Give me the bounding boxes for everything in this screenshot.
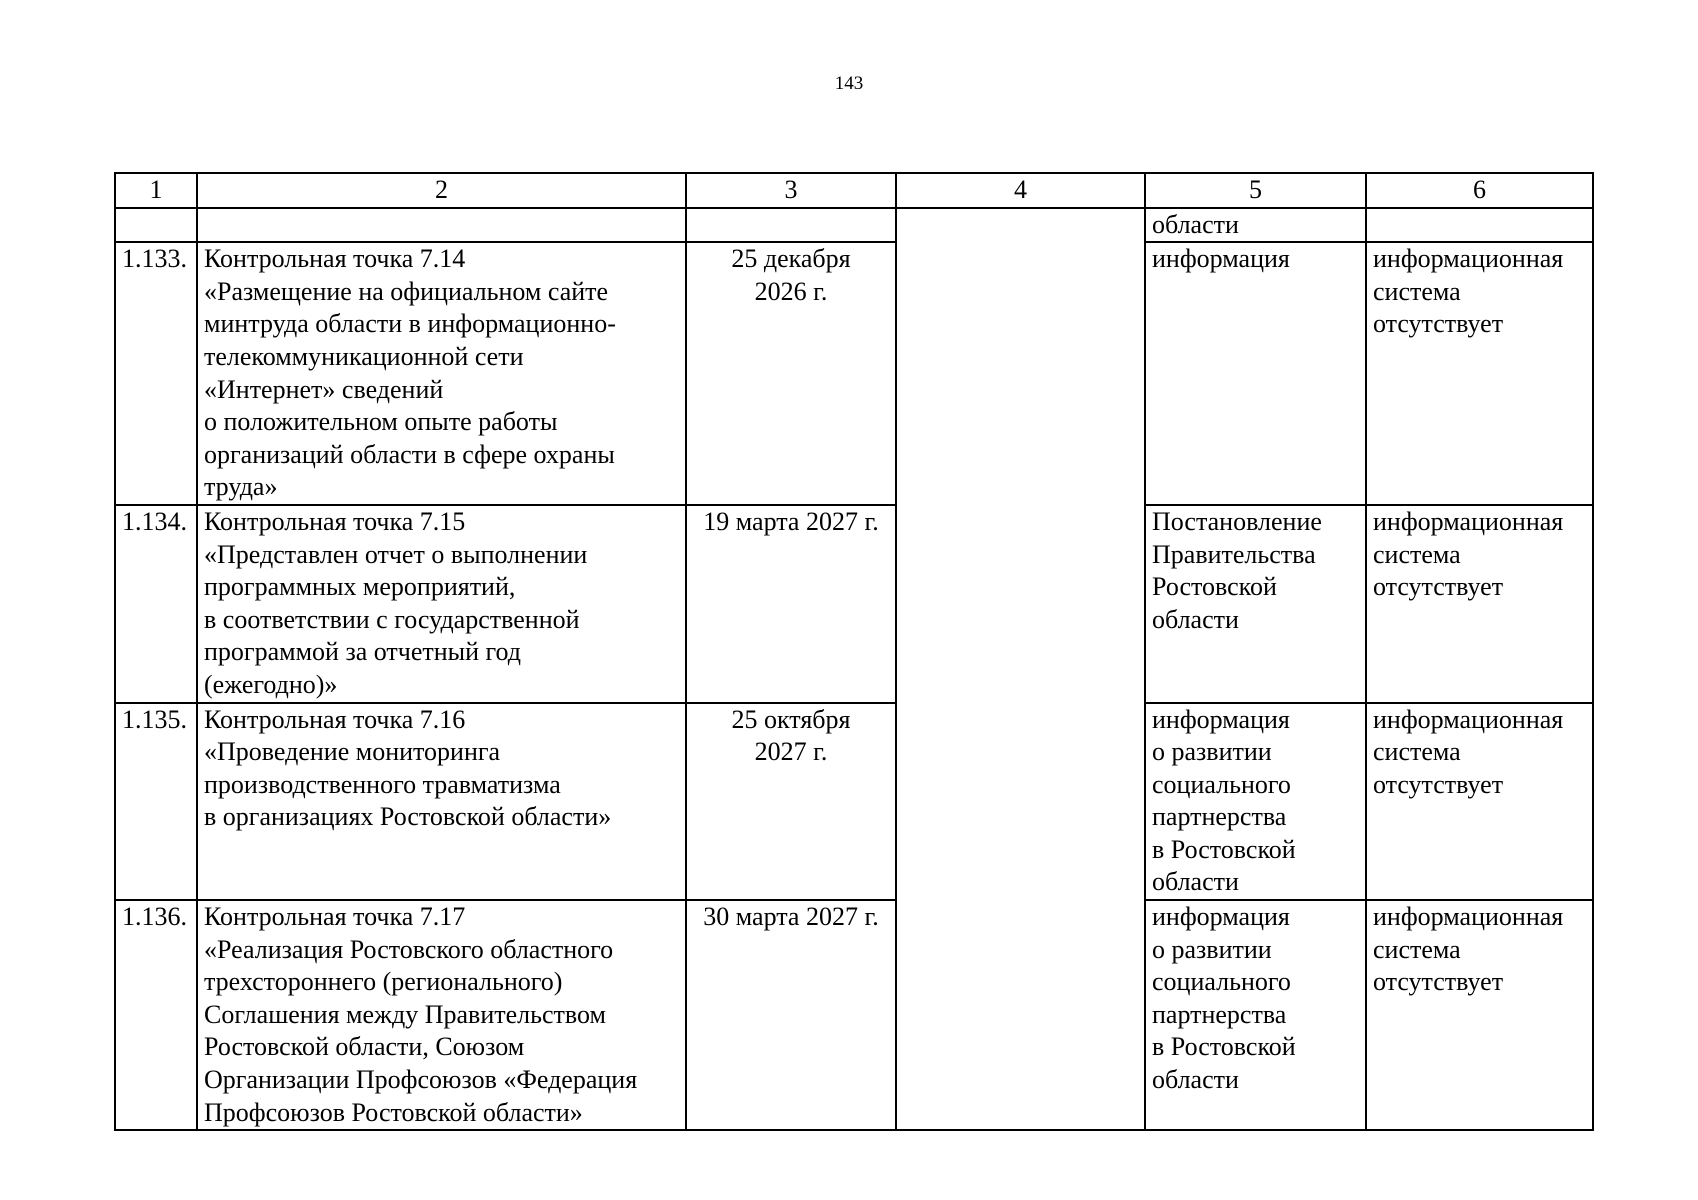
document-line: партнерства: [1152, 999, 1287, 1029]
info-system-line: информационная: [1373, 506, 1564, 536]
table-row: [115, 505, 1593, 703]
row-description: [197, 703, 686, 901]
table-row: [115, 703, 1593, 901]
row-info-system: [1366, 703, 1593, 901]
document-line: области: [1152, 867, 1239, 897]
info-system-line: информационная: [1373, 244, 1564, 274]
info-system-line: отсутствует: [1373, 967, 1504, 997]
cont-cell-2: [197, 208, 686, 243]
row-description: [197, 505, 686, 703]
cont-cell-3: [686, 208, 896, 243]
row-date: [686, 242, 896, 505]
description-line: Контрольная точка 7.15: [204, 506, 466, 536]
table-row: [115, 242, 1593, 505]
description-line: о положительном опыте работы: [204, 407, 558, 437]
row-date: [686, 505, 896, 703]
info-system-line: система: [1373, 737, 1461, 767]
document-line: в Ростовской: [1152, 834, 1296, 864]
document-line: Правительства: [1152, 539, 1316, 569]
document-line: в Ростовской: [1152, 1032, 1296, 1062]
date-line: 2026 г.: [754, 276, 828, 306]
description-line: «Представлен отчет о выполнении: [204, 539, 588, 569]
row-number: 1.133.: [115, 242, 197, 505]
row-number: 1.134.: [115, 505, 197, 703]
description-line: Организации Профсоюзов «Федерация: [204, 1065, 638, 1095]
header-cell-3: 3: [686, 173, 896, 208]
row-description: [197, 242, 686, 505]
info-system-line: отсутствует: [1373, 769, 1504, 799]
row-description: [197, 900, 686, 1130]
description-line: «Размещение на официальном сайте: [204, 276, 609, 306]
row-document: [1145, 703, 1366, 901]
table-header-row: [115, 173, 1593, 208]
document-line: социального: [1152, 967, 1291, 997]
row-info-system: [1366, 505, 1593, 703]
row-info-system: [1366, 900, 1593, 1130]
info-system-line: отсутствует: [1373, 309, 1504, 339]
info-system-line: система: [1373, 276, 1461, 306]
description-line: организаций области в сфере охраны: [204, 439, 615, 469]
info-system-line: система: [1373, 934, 1461, 964]
info-system-line: система: [1373, 539, 1461, 569]
description-line: Контрольная точка 7.16: [204, 704, 466, 734]
info-system-line: информационная: [1373, 902, 1564, 932]
continuation-row: [115, 208, 1593, 243]
description-line: «Проведение мониторинга: [204, 737, 501, 767]
description-line: труда»: [204, 472, 278, 502]
header-cell-4: 4: [896, 173, 1145, 208]
date-line: 25 декабря: [731, 244, 851, 274]
merged-column-4-cell: [896, 208, 1145, 1131]
document-line: области: [1152, 604, 1239, 634]
date-line: 2027 г.: [754, 737, 828, 767]
description-line: «Интернет» сведений: [204, 374, 444, 404]
info-system-line: информационная: [1373, 704, 1564, 734]
row-document: [1145, 242, 1366, 505]
document-line: информация: [1152, 902, 1290, 932]
description-line: производственного травматизма: [204, 769, 561, 799]
document-line: о развитии: [1152, 934, 1272, 964]
date-line: 30 марта 2027 г.: [703, 902, 879, 932]
header-cell-6: 6: [1366, 173, 1593, 208]
description-line: в соответствии с государственной: [204, 604, 580, 634]
header-cell-2: 2: [197, 173, 686, 208]
description-line: «Реализация Ростовского областного: [204, 934, 614, 964]
document-line: информация: [1152, 244, 1290, 274]
description-line: трехстороннего (регионального): [204, 967, 563, 997]
row-number: 1.136.: [115, 900, 197, 1130]
document-line: социального: [1152, 769, 1291, 799]
description-line: Профсоюзов Ростовской области»: [204, 1097, 583, 1127]
description-line: Ростовской области, Союзом: [204, 1032, 525, 1062]
description-line: минтруда области в информационно-: [204, 309, 616, 339]
document-line: Ростовской: [1152, 572, 1277, 602]
page-number: 143: [834, 73, 864, 94]
date-line: 19 марта 2027 г.: [703, 506, 879, 536]
document-table: [114, 172, 1594, 1131]
document-line: о развитии: [1152, 737, 1272, 767]
date-line: 25 октября: [731, 704, 851, 734]
description-line: (ежегодно)»: [204, 669, 338, 699]
cont-cell-5: области: [1145, 208, 1366, 243]
row-number: 1.135.: [115, 703, 197, 901]
row-document: [1145, 900, 1366, 1130]
description-line: Контрольная точка 7.14: [204, 244, 466, 274]
row-date: [686, 900, 896, 1130]
row-info-system: [1366, 242, 1593, 505]
row-document: [1145, 505, 1366, 703]
header-cell-5: 5: [1145, 173, 1366, 208]
description-line: программных мероприятий,: [204, 572, 516, 602]
info-system-line: отсутствует: [1373, 572, 1504, 602]
document-line: партнерства: [1152, 802, 1287, 832]
description-line: Соглашения между Правительством: [204, 999, 606, 1029]
description-line: в организациях Ростовской области»: [204, 802, 612, 832]
header-cell-1: 1: [115, 173, 197, 208]
table-row: [115, 900, 1593, 1130]
cont-cell-6: [1366, 208, 1593, 243]
document-line: информация: [1152, 704, 1290, 734]
description-line: Контрольная точка 7.17: [204, 902, 466, 932]
description-line: программой за отчетный год: [204, 637, 522, 667]
description-line: телекоммуникационной сети: [204, 341, 524, 371]
row-date: [686, 703, 896, 901]
document-line: Постановление: [1152, 506, 1322, 536]
cont-cell-1: [115, 208, 197, 243]
document-line: области: [1152, 1065, 1239, 1095]
